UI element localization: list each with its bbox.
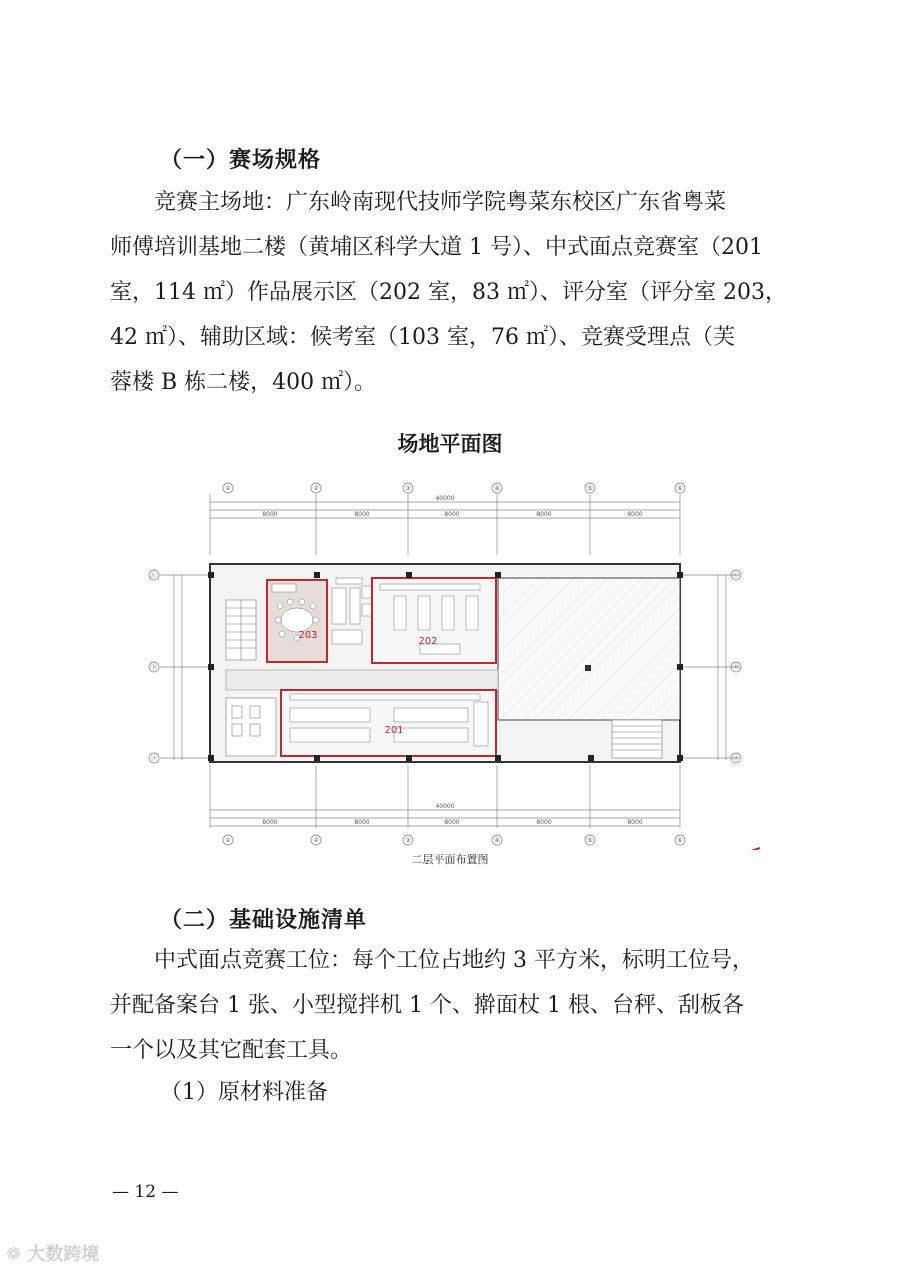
watermark [6, 1240, 99, 1266]
axis-label: ② [313, 485, 319, 492]
axis-label: ④ [494, 485, 500, 492]
section-heading-venue-spec: （一）赛场规格 [160, 148, 322, 173]
dimension-span: 8000 [536, 819, 552, 826]
watermark-text: 大数跨境 [27, 1244, 100, 1265]
axis-label: Ⓑ [150, 664, 158, 671]
figure-caption: 二层平面布置图 [411, 853, 489, 866]
axis-label: Ⓐ [732, 755, 740, 762]
axis-label: ⑥ [677, 485, 683, 492]
room-label-202: 202 [418, 636, 438, 647]
axis-label: Ⓒ [732, 572, 740, 579]
para-line: 一个以及其它配套工具。 [110, 1038, 353, 1063]
dimension-span: 8000 [354, 819, 370, 826]
axis-label: ④ [494, 837, 500, 844]
axis-label: ③ [405, 837, 411, 844]
axis-label: ① [225, 485, 231, 492]
axis-label: ⑤ [587, 837, 593, 844]
para-line: 42 ㎡）、辅助区域：候考室（103 室，76 ㎡）、竞赛受理点（芙 [110, 325, 735, 350]
para-line: 室，114 ㎡）作品展示区（202 室，83 ㎡）、评分室（评分室 203， [110, 280, 787, 305]
venue-description [110, 180, 800, 405]
axis-label: ② [313, 837, 319, 844]
dimension-span: 8000 [354, 511, 370, 518]
dimension-span: 8000 [627, 511, 643, 518]
para-line: 蓉楼 B 栋二楼，400 ㎡）。 [110, 370, 377, 395]
para-line: 竞赛主场地：广东岭南现代技师学院粤菜东校区广东省粤菜 [110, 190, 727, 215]
axis-label: ① [225, 837, 231, 844]
dimension-total: 40000 [435, 803, 455, 810]
page-number: — 12 — [112, 1182, 179, 1202]
para-line: 中式面点竞赛工位：每个工位占地约 3 平方米，标明工位号， [110, 948, 754, 973]
figure-title: 场地平面图 [397, 432, 503, 456]
dimension-span: 8000 [444, 511, 460, 518]
axis-label: ③ [405, 485, 411, 492]
axis-label: Ⓒ [150, 572, 158, 579]
infrastructure-description [110, 938, 800, 1073]
axis-label: ⑤ [587, 485, 593, 492]
section-heading-infrastructure: （二）基础设施清单 [160, 908, 368, 933]
dimension-span: 8000 [444, 819, 460, 826]
room-label-201: 201 [384, 725, 404, 736]
axis-label: ⑥ [677, 837, 683, 844]
subsection-raw-materials: （1）原材料准备 [160, 1080, 328, 1105]
axis-label: Ⓐ [150, 755, 158, 762]
watermark-logo-icon: ❁ [6, 1244, 28, 1265]
floor-plan-drawing [140, 480, 760, 850]
dimension-span: 8000 [627, 819, 643, 826]
dimension-span: 8000 [262, 819, 278, 826]
room-label-203: 203 [298, 630, 318, 641]
dimension-span: 8000 [536, 511, 552, 518]
dimension-total: 40000 [435, 495, 455, 502]
dimension-span: 8000 [262, 511, 278, 518]
para-line: 并配备案台 1 张、小型搅拌机 1 个、擀面杖 1 根、台秤、刮板各 [110, 993, 744, 1018]
axis-label: Ⓑ [732, 664, 740, 671]
para-line: 师傅培训基地二楼（黄埔区科学大道 1 号）、中式面点竞赛室（201 [110, 235, 763, 260]
